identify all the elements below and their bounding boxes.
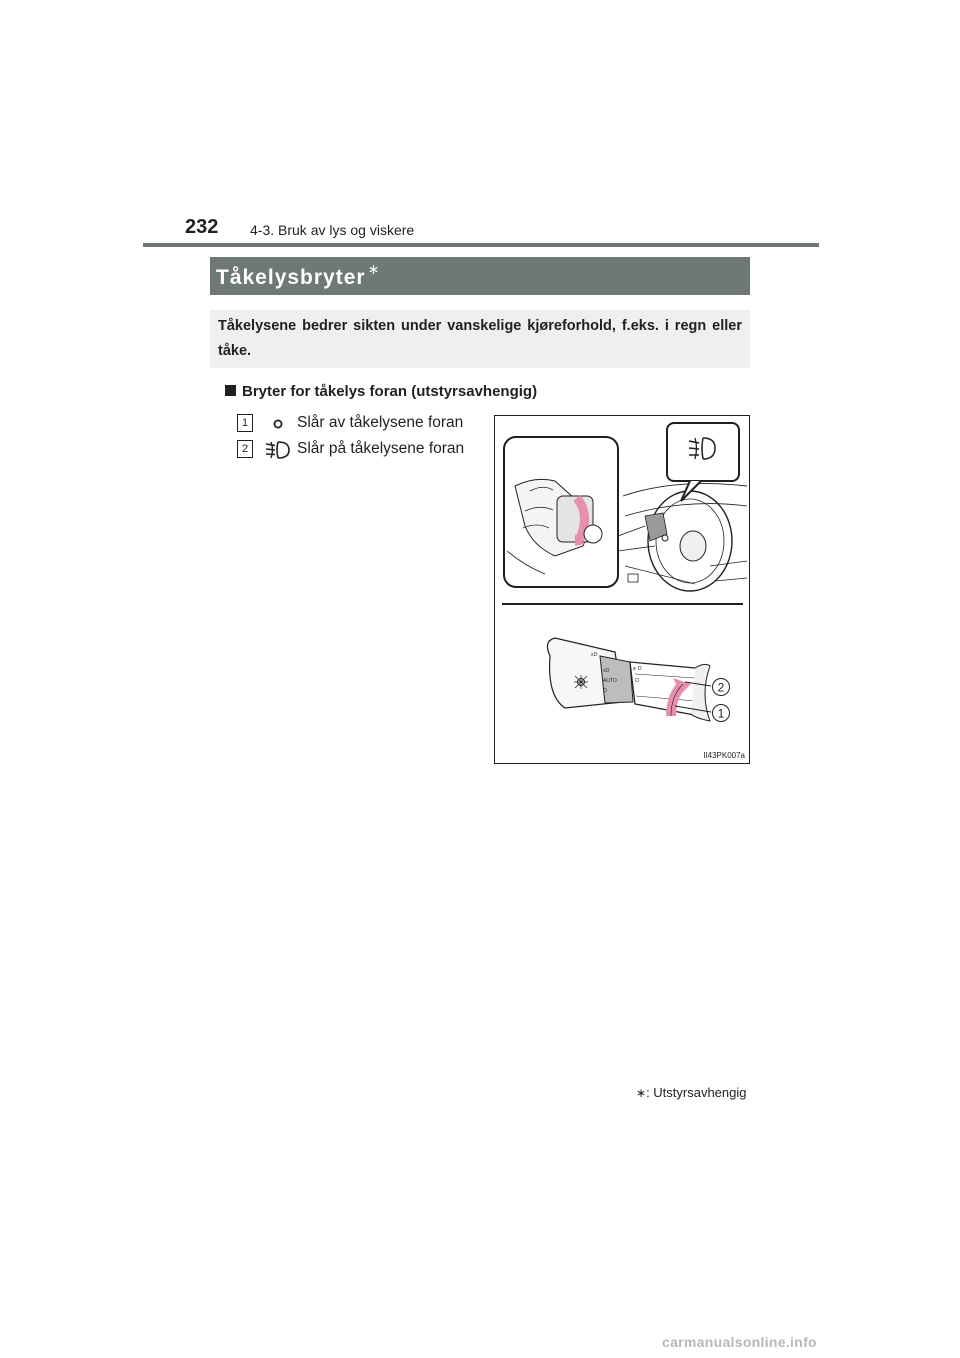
section-title-text: Tåkelysbryter: [216, 266, 366, 289]
off-circle-icon: [263, 413, 293, 435]
svg-text:AUTO: AUTO: [603, 678, 617, 684]
optional-equipment-mark: ∗: [367, 261, 381, 277]
footnote-mark: ∗: [636, 1086, 647, 1100]
figure-code: II43PK007a: [703, 751, 745, 760]
item-number: 1: [237, 414, 253, 432]
watermark: carmanualsonline.info: [662, 1334, 817, 1350]
footnote-text: : Utstyrsavhengig: [646, 1085, 747, 1100]
header-rule: [143, 243, 819, 247]
item-number: 2: [237, 440, 253, 458]
item-text: Slår av tåkelysene foran: [297, 414, 464, 431]
footnote: [636, 1085, 747, 1100]
svg-text:≢D: ≢D: [633, 666, 642, 672]
intro-box: [210, 310, 750, 368]
figure-callout-1: 1: [717, 706, 725, 721]
intro-text: Tåkelysene bedrer sikten under vanskelige kjøreforhold, f.eks. i regn eller tåke.: [218, 318, 742, 359]
fog-light-switch-illustration: [494, 415, 750, 764]
page-number: 232: [185, 216, 219, 238]
chapter-title: 4-3. Bruk av lys og viskere: [250, 222, 415, 238]
svg-text:O: O: [635, 678, 639, 684]
section-title-bar: [210, 257, 750, 295]
svg-text:≡D: ≡D: [591, 652, 598, 658]
front-fog-light-icon: [263, 439, 293, 461]
section-title: [216, 263, 380, 290]
svg-text:≡D: ≡D: [603, 668, 610, 674]
item-text: Slår på tåkelysene foran: [297, 440, 465, 457]
svg-text:O: O: [603, 688, 607, 694]
figure-callout-2: 2: [717, 680, 725, 695]
subsection-heading: [225, 383, 537, 400]
subsection-heading-text: Bryter for tåkelys foran (utstyrsavhengig): [242, 383, 538, 400]
square-bullet-icon: [225, 385, 236, 396]
